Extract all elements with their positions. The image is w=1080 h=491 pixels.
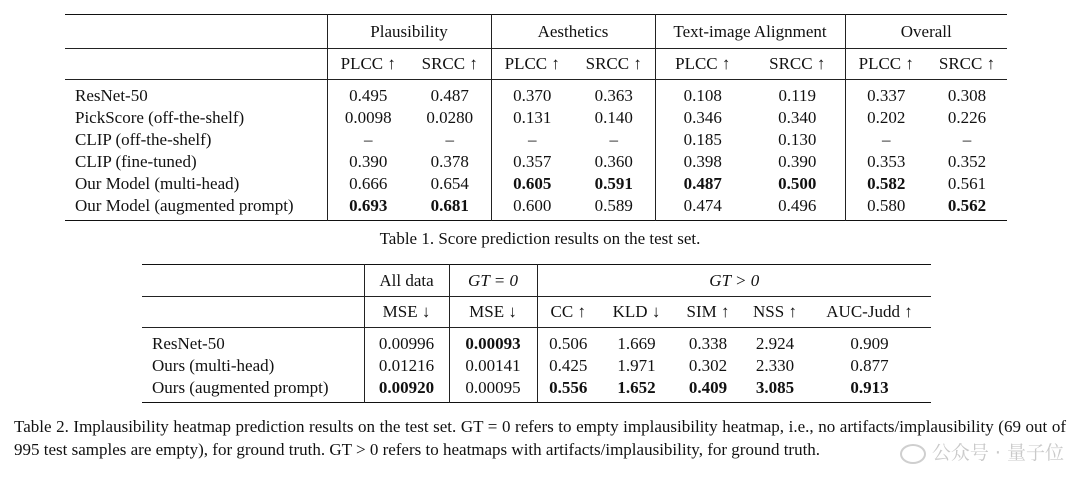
table2-caption: Table 2. Implausibility heatmap prediction results on the test set. GT = 0 refers to empty implausibility heatmap, i.e., no artifacts/implausibility (69 out of 995 test samples are empty), for ground truth. GT > 0 refers to heatmaps with artifacts/implausibility, for ground truth. [14,417,1066,459]
table1-group-header: Text-image Alignment [655,15,845,49]
table-row [142,355,931,377]
metric-cell: 0.506 [549,334,588,353]
table2-subheader: NSS ↑ [742,297,808,328]
score-cell: 0.495 [349,86,388,105]
metric-cell: 0.909 [850,334,889,353]
table1-subheader: SRCC ↑ [927,49,1007,80]
table-row [142,377,931,403]
metric-cell-best: 1.652 [617,378,656,397]
table2-subheader: KLD ↓ [599,297,674,328]
metric-cell-best: 0.00093 [449,328,537,356]
table1-subheader: SRCC ↑ [573,49,655,80]
metric-cell: 1.971 [617,356,656,375]
table-row [65,151,1007,173]
score-cell: 0.398 [683,152,722,171]
table2-corner-cell [142,265,364,297]
score-cell-best: 0.500 [750,173,845,195]
table-row [65,195,1007,221]
heatmap-prediction-table [142,264,931,403]
metric-cell: 0.877 [850,356,889,375]
table-row [142,328,931,356]
table2-group-header: GT > 0 [709,270,760,290]
metric-cell: 0.00141 [449,355,537,377]
score-cell-best: 0.605 [513,174,552,193]
metric-cell-best: 3.085 [755,378,795,397]
model-name: CLIP (fine-tuned) [65,151,327,173]
score-cell: 0.130 [750,129,845,151]
score-cell: 0.390 [349,152,388,171]
score-cell-best: 0.562 [947,196,987,215]
score-cell: 0.378 [409,151,491,173]
score-cell: – [882,130,891,149]
score-cell: – [573,129,655,151]
table1-subheader: PLCC ↑ [491,49,573,80]
table2-corner-cell [142,297,364,328]
score-cell: 0.340 [750,107,845,129]
score-cell: 0.496 [750,195,845,221]
metric-cell: 0.01216 [364,355,449,377]
model-name: PickScore (off-the-shelf) [65,107,327,129]
score-cell: 0.357 [513,152,552,171]
metric-cell: 0.00095 [449,377,537,403]
score-cell: 0.119 [750,80,845,108]
score-cell: 0.185 [683,130,722,149]
score-cell: 0.561 [947,174,987,193]
score-cell-best: 0.591 [573,173,655,195]
table2-subheader-row [142,297,931,328]
table2-subheader: SIM ↑ [674,297,742,328]
score-cell: 0.580 [867,196,906,215]
metric-cell: 0.302 [688,356,728,375]
score-cell: 0.140 [573,107,655,129]
score-cell: 0.346 [683,108,722,127]
table1-subheader: PLCC ↑ [327,49,409,80]
metric-cell-best: 0.00920 [364,377,449,403]
score-prediction-table [65,14,1007,221]
score-cell: 0.131 [513,108,552,127]
table-row [65,80,1007,108]
table2-subheader: AUC-Judd ↑ [808,297,931,328]
score-cell: 0.654 [409,173,491,195]
metric-cell: 2.924 [755,334,795,353]
model-name: CLIP (off-the-shelf) [65,129,327,151]
score-cell: – [409,129,491,151]
table1-group-header: Plausibility [327,15,491,49]
table1-group-header: Aesthetics [491,15,655,49]
metric-cell: 0.338 [688,334,728,353]
model-name: Ours (augmented prompt) [142,377,364,403]
metric-cell: 0.425 [549,356,588,375]
score-cell: 0.0280 [409,107,491,129]
score-cell: 0.352 [947,152,987,171]
score-cell: 0.666 [349,174,388,193]
metric-cell: 0.00996 [364,328,449,356]
model-name: ResNet-50 [65,80,327,108]
table2-group-header-row [142,265,931,297]
model-name: Ours (multi-head) [142,355,364,377]
score-cell: – [528,130,537,149]
table2-subheader: MSE ↓ [364,297,449,328]
score-cell: 0.108 [683,86,722,105]
score-cell: 0.0098 [344,108,392,127]
table1-subheader: PLCC ↑ [655,49,750,80]
score-cell: 0.390 [750,151,845,173]
score-cell: 0.589 [573,195,655,221]
metric-cell: 1.669 [617,334,656,353]
score-cell: 0.474 [683,196,722,215]
score-cell: 0.363 [573,80,655,108]
score-cell-best: 0.582 [867,174,906,193]
table1-group-header-row [65,15,1007,49]
table-row [65,129,1007,151]
table2-subheader: MSE ↓ [449,297,537,328]
score-cell-best: 0.681 [409,195,491,221]
model-name: Our Model (multi-head) [65,173,327,195]
score-cell-best: 0.693 [349,196,388,215]
table1-subheader-row [65,49,1007,80]
metric-cell-best: 0.913 [850,378,889,397]
score-cell: 0.202 [867,108,906,127]
model-name: ResNet-50 [142,328,364,356]
table1-subheader: SRCC ↑ [750,49,845,80]
table2-group-header: GT = 0 [449,265,537,297]
wechat-icon [900,444,926,464]
table2-subheader: CC ↑ [537,297,599,328]
table-row [65,107,1007,129]
score-cell: 0.360 [573,151,655,173]
table1-caption: Table 1. Score prediction results on the test set. [379,229,701,248]
table1-subheader: PLCC ↑ [845,49,927,80]
score-cell: – [962,130,972,149]
score-cell: 0.337 [867,86,906,105]
table-row [65,173,1007,195]
table1-corner-cell [65,15,327,49]
score-cell: 0.600 [513,196,552,215]
metric-cell: 2.330 [755,356,795,375]
score-cell: 0.353 [867,152,906,171]
table1-subheader: SRCC ↑ [409,49,491,80]
table1-group-header: Overall [900,21,952,41]
score-cell-best: 0.487 [683,174,722,193]
table1-corner-cell [65,49,327,80]
watermark [900,438,1064,465]
score-cell: 0.370 [513,86,552,105]
model-name: Our Model (augmented prompt) [65,195,327,221]
score-cell: 0.308 [947,86,987,105]
table2-group-header: All data [364,265,449,297]
score-cell: – [364,130,373,149]
score-cell: 0.226 [947,108,987,127]
metric-cell-best: 0.409 [688,378,728,397]
watermark-text: 公众号 · 量子位 [931,442,1064,464]
score-cell: 0.487 [409,80,491,108]
metric-cell-best: 0.556 [549,378,588,397]
